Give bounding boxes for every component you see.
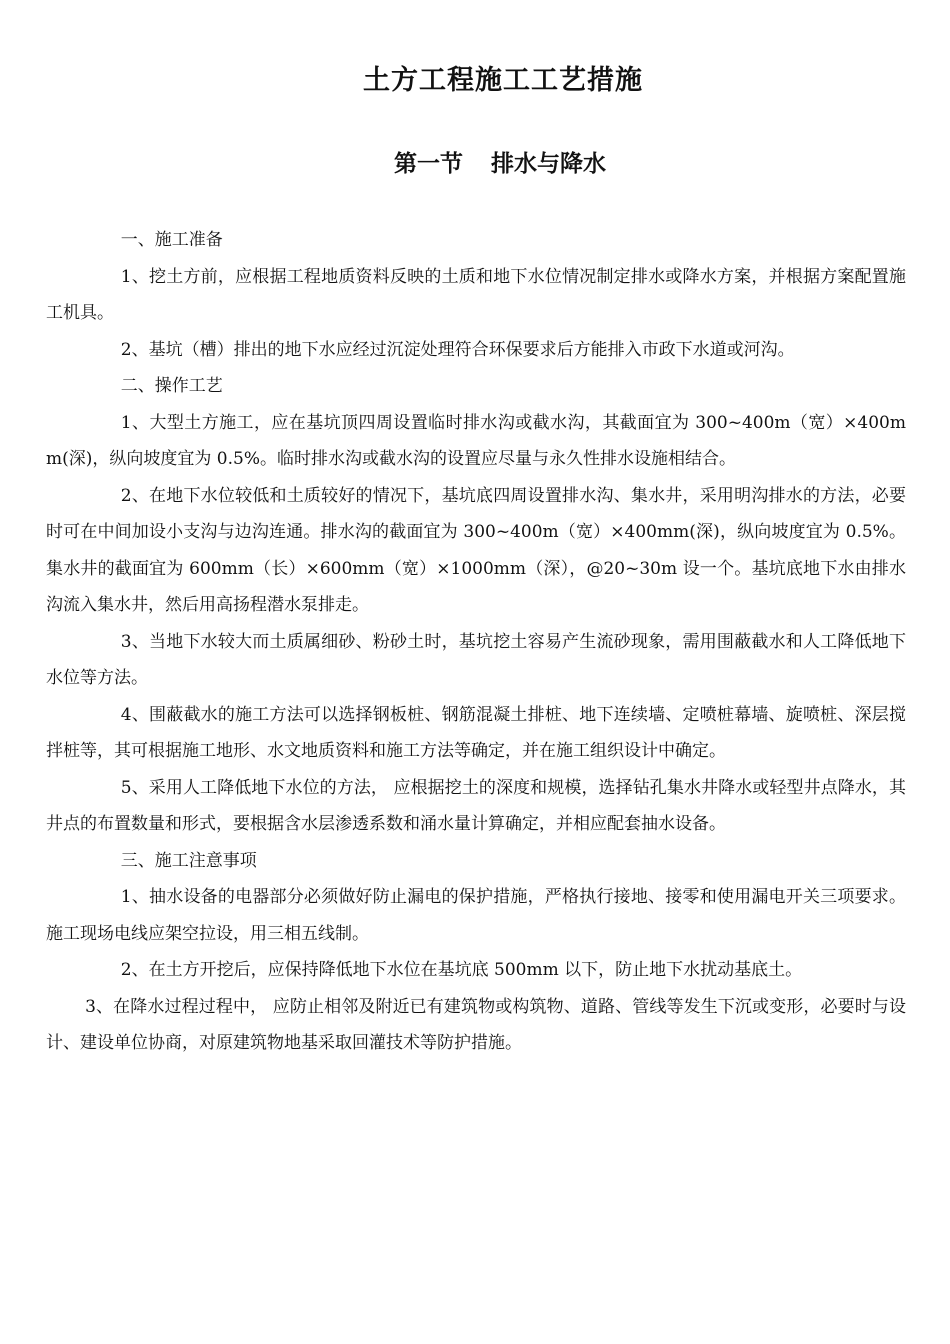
paragraph: 1、抽水设备的电器部分必须做好防止漏电的保护措施，严格执行接地、接零和使用漏电开关三项要求。施工现场电线应架空拉设，用三相五线制。 [46,887,906,944]
paragraph: 2、基坑（槽）排出的地下水应经过沉淀处理符合环保要求后方能排入市政下水道或河沟。 [120,339,795,360]
paragraph: 1、大型土方施工，应在基坑顶四周设置临时排水沟或截水沟，其截面宜为 300~400m（宽）×400mm(深)，纵向坡度宜为 0.5%。临时排水沟或截水沟的设置应尽量与永久性排水设施相结合。 [46,412,906,469]
paragraph: 3、在降水过程过程中， 应防止相邻及附近已有建筑物或构筑物、道路、管线等发生下沉或变形，必要时与设计、建设单位协商，对原建筑物地基采取回灌技术等防护措施。 [46,996,906,1053]
paragraph: 1、挖土方前，应根据工程地质资料反映的土质和地下水位情况制定排水或降水方案，并根据方案配置施工机具。 [46,266,906,323]
section-title [0,145,950,178]
section-number: 第一节 [394,150,463,177]
document-title: 土方工程施工工艺措施 [363,65,643,96]
subheading-notes: 三、施工注意事项 [120,850,257,871]
subheading-process: 二、操作工艺 [120,376,223,396]
paragraph: 4、围蔽截水的施工方法可以选择钢板桩、钢筋混凝土排桩、地下连续墙、定喷桩幕墙、旋喷桩、深层搅拌桩等，其可根据施工地形、水文地质资料和施工方法等确定，并在施工组织设计中确定。 [46,704,906,761]
paragraph: 3、当地下水较大而土质属细砂、粉砂土时，基坑挖土容易产生流砂现象，需用围蔽截水和人工降低地下水位等方法。 [46,631,906,688]
paragraph: 2、在地下水位较低和土质较好的情况下，基坑底四周设置排水沟、集水井，采用明沟排水的方法，必要时可在中间加设小支沟与边沟连通。排水沟的截面宜为 300~400m（宽）×400mm(深)，纵向坡度宜为 0.5%。集水井的截面宜为 600mm（长）×600mm（宽）×1000mm（深），@20~30m 设一个。基坑底地下水由排水沟流入集水井，然后用高扬程潜水泵排走。 [46,485,906,615]
paragraph: 2、在土方开挖后，应保持降低地下水位在基坑底 500mm 以下，防止地下水扰动基底土。 [120,960,803,980]
paragraph: 5、采用人工降低地下水位的方法， 应根据挖土的深度和规模，选择钻孔集水井降水或轻型井点降水，其井点的布置数量和形式，要根据含水层渗透系数和涌水量计算确定，并相应配套抽水设备。 [46,777,906,834]
document-body [46,222,906,1062]
subheading-preparation: 一、施工准备 [120,230,223,250]
section-name: 排水与降水 [491,150,606,177]
